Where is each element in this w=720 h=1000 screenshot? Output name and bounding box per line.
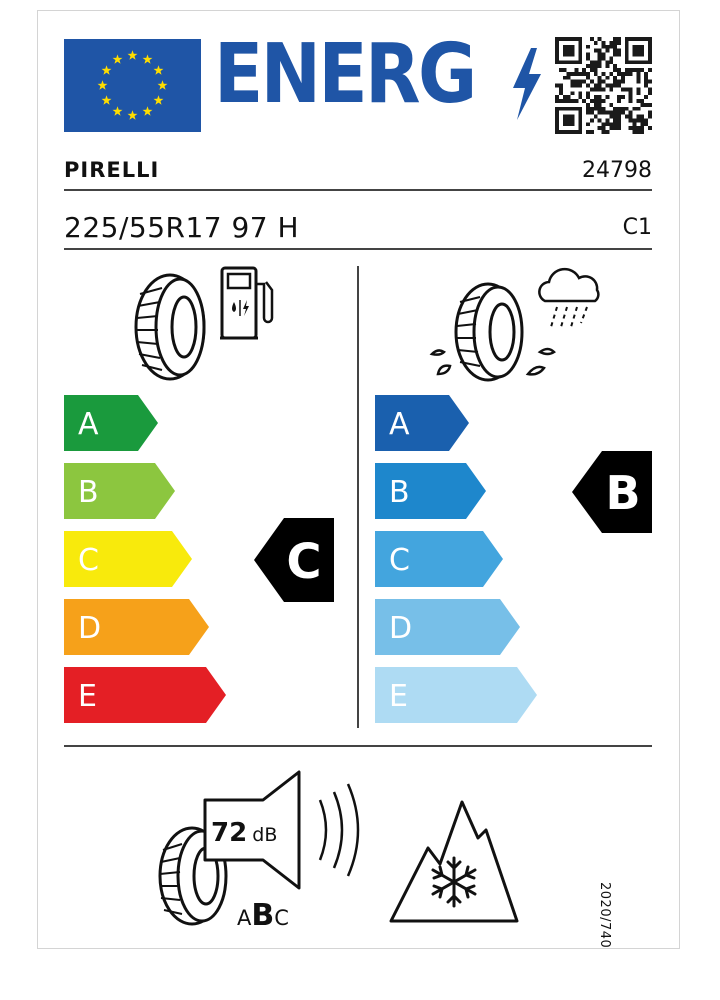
fuel-rating-letter: C [286,534,322,590]
fuel-class-c [64,531,192,587]
noise-class-a: A [237,906,252,930]
divider [64,745,652,747]
fuel-pump-icon [218,266,274,340]
fuel-class-letter: D [78,611,102,646]
wet-class-d [375,599,520,655]
fuel-class-a [64,395,158,451]
fuel-class-b [64,463,175,519]
regulation-number: 2020/740 [597,882,612,949]
tyre-class: C1 [622,215,652,240]
noise-unit: dB [252,824,278,846]
wet-class-c [375,531,503,587]
fuel-class-letter: A [78,407,99,442]
tyre-size: 225/55R17 97 H [64,211,300,244]
energy-title: ENERG [214,27,475,122]
wet-class-letter: A [389,407,410,442]
noise-class-b: B [251,898,275,933]
wet-class-b [375,463,486,519]
three-peak-snowflake-icon [388,800,520,924]
rain-cloud-icon [533,267,605,329]
divider [64,189,652,191]
wet-class-letter: B [389,475,410,510]
fuel-class-e [64,667,226,723]
fuel-class-letter: B [78,475,99,510]
sound-waves-icon [314,782,374,878]
wet-class-e [375,667,537,723]
noise-value: 72 [211,818,248,848]
noise-class-c: C [274,906,289,930]
divider [64,248,652,250]
wet-class-letter: D [389,611,413,646]
wet-class-letter: C [389,543,410,578]
noise-value-group [211,818,277,848]
fuel-tyre-icon [132,272,212,382]
fuel-class-letter: C [78,543,99,578]
wet-rating-letter: B [605,466,641,520]
qr-code-icon [555,37,652,134]
wet-class-a [375,395,469,451]
wet-grip-scale [375,395,667,725]
fuel-class-d [64,599,209,655]
vertical-divider [357,266,359,728]
article-number: 24798 [582,158,652,183]
lightning-bolt-icon [507,48,545,120]
fuel-rating-indicator [254,518,334,602]
wet-class-letter: E [389,679,408,714]
eu-flag-icon [64,39,201,132]
wet-rating-indicator [572,451,652,533]
brand-name: PIRELLI [64,158,160,182]
noise-class [237,898,289,933]
fuel-class-letter: E [78,679,97,714]
